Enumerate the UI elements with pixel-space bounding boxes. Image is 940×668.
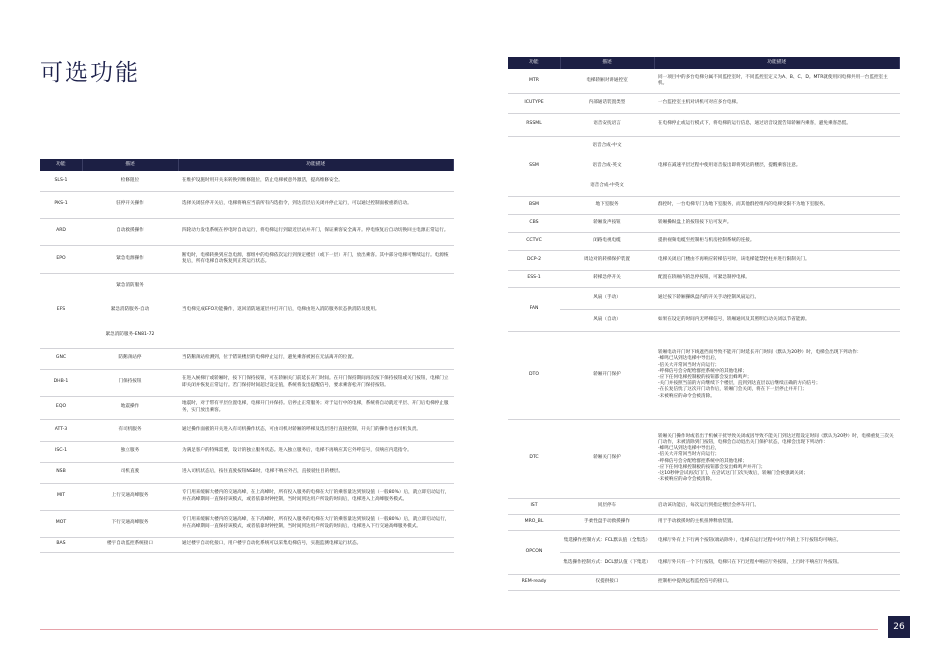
feature-func: 配置在轿厢内的急停按钮，可紧急制停电梯。	[654, 270, 900, 287]
feature-func: 在电梯停止或运行模式下，将电梯的运行信息，通过语音设置告知轿厢内乘客，避免乘客恐慌。	[654, 113, 900, 136]
feature-code: ATT-3	[40, 419, 82, 441]
page-number: 26	[888, 616, 910, 638]
feature-func: 为满足客户的特殊需要，设计的独立服务状态。进入独立服务后，电梯不再响应其它外呼信号，仅响应内选指令。	[178, 441, 454, 462]
feature-desc: 周边对的转梯保护装置	[560, 250, 654, 270]
table-row	[508, 331, 900, 419]
feature-code: GNC	[40, 348, 82, 369]
feature-code: ICUTYPE	[508, 93, 560, 113]
feature-func: 轿厢电动开门时下线遮挡而导致不能开门时延长开门时间（默认为20秒）时，电梯会出现下列动作： -蜂鸣已从到达电梯中导出后， -倍关大开常回当时方向运行； -呼梯信号会分配给群控系统中的其他电梯； -应下任何电梯控制板的按钮都会发出蜂鸣声； -关门并按照当前的方向继续下个楼层，直到到达直层以后继续正确的方向信号； -在长复信忧了这次开门动作后，轿厢门会关闭，将在下一层停止并开门； -未被响应的命令会被清除。	[654, 331, 900, 419]
feature-func: 当电梯完成EFO功能操作，返回消防通道层并打开门后，电梯由进入消防服务状态供消防员使用。	[178, 273, 454, 348]
table-row	[40, 419, 454, 441]
table-row	[40, 483, 454, 510]
table-row	[508, 498, 900, 514]
feature-desc: 地下室服务	[560, 196, 654, 214]
feature-func: 轿厢关门操作时或者出于机械干扰导致关闭或因导致不能关门到达过程设定时间（默认为20秒）时，电梯重复三次关门动作，未被清除到门按钮，电梯会自动退出关门保护状态，电梯会出现下列动作： -蜂鸣已从到达电梯中导出后， -倍关大开常回当时方向运行； -呼梯信号会分配给群控系统中的其他电梯； -应下任何电梯控制板的按钮都会发出蜂鸣声并开门； -这10秒钟尝试再次门门，在尝试这门门次失败后，轿厢门会被强调关闭； -未被响应的命令会被清除。	[654, 419, 900, 498]
feature-desc: 同层停车	[560, 498, 654, 514]
feature-code: DHB-1	[40, 369, 82, 396]
feature-func: 电梯关闭后门楼由不再响应转梯信号时，该电梯能禁控柱并进行限制关门。	[654, 250, 900, 270]
feature-code: BSM	[508, 196, 560, 214]
table-row	[508, 214, 900, 232]
feature-code: IST	[508, 498, 560, 514]
feature-func: 轿厢操纵盘上的按钮按下后可发声。	[654, 214, 900, 232]
feature-code: PKS-1	[40, 191, 82, 218]
feature-code: MRO_BL	[508, 514, 560, 530]
feature-func: 专门用来缓解大楼内的交通高峰，在下高峰时，所有投入服务的电梯在大厅的乘客量达到预设值（一般80%）后，就立即启动运行，并在高峰期间一直保持该模式，或者依靠时钟控制，当时间到达用户所设的时间后，电梯进入下行交通高峰服务模式。	[178, 510, 454, 537]
feature-code: CBS	[508, 214, 560, 232]
table-row	[508, 136, 900, 156]
feature-desc: 地震操作	[82, 396, 178, 419]
feature-code: REM-ready	[508, 574, 560, 590]
feature-desc: 防鹅颈站停	[82, 348, 178, 369]
feature-desc: 驻停开关操作	[82, 191, 178, 218]
feature-func: 通过楼宇自动化接口，用户楼宇自动化系统可以采集电梯信号，实施监测电梯运行状态。	[178, 537, 454, 552]
table-row	[508, 93, 900, 113]
feature-func: 提供视频电缆至控制柜与机房控制系统的连接。	[654, 232, 900, 250]
feature-desc: 仅提供接口	[560, 574, 654, 590]
table-row	[508, 250, 900, 270]
left-table-body	[40, 171, 454, 552]
feature-desc: 集选操作控制方式：DCL默认值（下集选）	[560, 552, 654, 574]
header-desc: 描述	[560, 57, 654, 69]
feature-code: DTC	[508, 419, 560, 498]
table-row	[40, 218, 454, 245]
feature-desc: 紧急消防服务-EN81-72	[82, 323, 178, 348]
table-row	[40, 191, 454, 218]
feature-desc: 紧急消防服务	[116, 282, 144, 288]
table-row	[40, 510, 454, 537]
table-row	[40, 171, 454, 191]
table-row	[508, 309, 900, 331]
feature-func: 在进入候梯厅或轿厢时，按下门保持按钮，可在轿厢关门前延长开门时间。在开门保持期间再次按下保持按钮或关门按钮，电梯门立即关闭并恢复正常运行。若门保持时间超过设定值，系统将发出提醒信号，要求乘客松开门保持按钮。	[178, 369, 454, 396]
feature-code: BAS	[40, 537, 82, 552]
feature-func: 四轮动力发电系统在停电时自动运行，将电梯运行到最近层站并开门，保证乘客安全离开。停电恢复后自动切换回主电源正常运行。	[178, 218, 454, 245]
feature-func: 在维护设施时用开关来转换到维修阻位，防止电梯被意外激活，提高维修安全。	[178, 171, 454, 191]
feature-code: RSSML	[508, 113, 560, 136]
feature-code: SLS-1	[40, 171, 82, 191]
table-row	[508, 514, 900, 530]
feature-desc: 检修阻位	[82, 171, 178, 191]
feature-func: 电梯厅外有上下行两个按钮(端站除外），电梯在运行过程中对厅外的上下行按钮均可响应。	[654, 530, 900, 552]
feature-func: 当防鹅颈站检测到，位于错误楼层的电梯停止运行，避免乘客被困在无法离开的位置。	[178, 348, 454, 369]
feature-func: 同一项目中的多台电梯分属不同监控室时，不同监控室定义为A、B、C、D。MTR就使用同电梯共用一台监控室主机。	[654, 69, 900, 93]
header-func: 功能描述	[654, 57, 900, 69]
feature-func: 电梯在减速平层过程中使用语音报出即将到达的楼层，提醒乘客注意。	[654, 136, 900, 196]
feature-desc: 楼宇自动监控系统接口	[82, 537, 178, 552]
feature-func: 群控时，一台电梯专门为地下室服务，而其他群控组内的电梯受限不为地下室服务。	[654, 196, 900, 214]
right-table-body	[508, 69, 900, 590]
feature-desc: 有司机服务	[82, 419, 178, 441]
feature-code: MIT	[40, 483, 82, 510]
table-row	[40, 396, 454, 419]
feature-code: OPCON	[508, 530, 560, 574]
table-row	[508, 419, 900, 498]
feature-desc: 语音合成-中文	[592, 143, 622, 149]
feature-desc: 内部通话装置类型	[560, 93, 654, 113]
feature-desc: 闭路电视电缆	[560, 232, 654, 250]
feature-code: ISC-1	[40, 441, 82, 462]
header-func: 功能描述	[178, 159, 454, 171]
header-code: 功能	[40, 159, 82, 171]
feature-func: 电梯厅外只有一个下行按钮，电梯只在下行过程中响应厅外按钮，上行时不响应厅外按钮。	[654, 552, 900, 574]
table-row	[40, 537, 454, 552]
header-desc: 描述	[82, 159, 178, 171]
table-header-row	[508, 57, 900, 69]
feature-func: 一台监控室主机对讲机可对应多台电梯。	[654, 93, 900, 113]
feature-func: 专门用来缓解大楼内的交通高峰，在上高峰时，所有投入服务的电梯在大厅的乘客量达到预设值（一般80%）后，就立即启动运行，并在高峰期间一直保持该模式，或者依靠时钟控制，当时间到达用户所设的时间后，电梯进入上高峰服务模式。	[178, 483, 454, 510]
table-row	[508, 574, 900, 590]
feature-desc: 紧急消防服务-自动	[110, 307, 150, 313]
left-feature-table	[40, 159, 454, 553]
page-title: 可选功能	[40, 60, 140, 86]
feature-func: 控制柜中提供远程监控信号的接口。	[654, 574, 900, 590]
table-row	[508, 530, 900, 552]
feature-func: 启动该功能后，每次运行到指定楼层会停车开门。	[654, 498, 900, 514]
table-row	[40, 369, 454, 396]
feature-func: 通过按下轿厢操纵盘内的开关手动控制风扇运行。	[654, 287, 900, 309]
table-row	[40, 441, 454, 462]
feature-func: 通过操作面板的开关进入有司机操作状态，可由司机对轿厢的呼梯及选层进行直接控制，开关门的操作也由司机负责。	[178, 419, 454, 441]
feature-desc: 语音合成-中英文	[560, 176, 654, 196]
feature-code: EFS	[40, 273, 82, 348]
table-row	[508, 113, 900, 136]
feature-desc: 司机直驶	[82, 462, 178, 483]
feature-desc: 下行交通高峰服务	[82, 510, 178, 537]
feature-desc: 集选操作控制方式：FCL默认值（全集选）	[560, 530, 654, 552]
feature-func: 断电时，电梯转换到应急电源，群组中的电梯依次运行到预定楼层（或下一层）开门，放出乘客。其中部分电梯可继续运行。电源恢复后，所有电梯自动恢复到正常运行状态。	[178, 245, 454, 273]
right-feature-table	[508, 57, 900, 591]
feature-code: SSM	[508, 136, 560, 196]
feature-desc: 电梯轿厢对讲通控室	[560, 69, 654, 93]
feature-desc: 语音合成-英文	[592, 162, 622, 168]
feature-code: DCP-2	[508, 250, 560, 270]
feature-code: EPO	[40, 245, 82, 273]
feature-code: CCTVC	[508, 232, 560, 250]
feature-desc: 上行交通高峰服务	[82, 483, 178, 510]
header-code: 功能	[508, 57, 560, 69]
feature-code: NSB	[40, 462, 82, 483]
feature-func: 如果在设定的时间内无呼梯信号，轿厢通风及其照明自动关闭以节省能源。	[654, 309, 900, 331]
feature-func: 地震时，对于带有平层位置电梯，电梯开门并保持。启停止正常服务；对于运行中的电梯，系统将自动就近平层、开门后电梯停止服务，实门放出乘客。	[178, 396, 454, 419]
table-row	[40, 273, 454, 298]
feature-func: 进入司机状态后，按住直驶按钮NSB时，电梯不响应外召，直接驶往目的楼层。	[178, 462, 454, 483]
feature-code: DTO	[508, 331, 560, 419]
feature-desc: 语音安抚语言	[560, 113, 654, 136]
feature-code: ESS-1	[508, 270, 560, 287]
feature-desc: 独立服务	[82, 441, 178, 462]
feature-desc: 轿厢发声按钮	[560, 214, 654, 232]
footer-divider	[40, 629, 878, 630]
table-row	[508, 287, 900, 309]
feature-desc: 门保持按钮	[82, 369, 178, 396]
feature-desc: 风扇（手动）	[560, 287, 654, 309]
feature-desc: 紧急电源操作	[82, 245, 178, 273]
table-row	[508, 232, 900, 250]
table-row	[40, 462, 454, 483]
feature-desc: 自动救援操作	[82, 218, 178, 245]
table-row	[508, 552, 900, 574]
feature-desc: 轿厢关门保护	[560, 419, 654, 498]
feature-desc: 手柔性盘手动救援操作	[560, 514, 654, 530]
feature-code: EQO	[40, 396, 82, 419]
feature-code: MOT	[40, 510, 82, 537]
feature-desc: 转梯急停开关	[560, 270, 654, 287]
feature-code: FAN	[508, 287, 560, 331]
feature-desc: 轿厢开门保护	[560, 331, 654, 419]
feature-func: 用于手动救援时的主机扭伸释放装置。	[654, 514, 900, 530]
table-row	[40, 348, 454, 369]
feature-func: 选择关闭驻停开关后，电梯将响应当前所有内选指令，到达首层后关闭并停止运行，可以通过控制面板重新启动。	[178, 191, 454, 218]
table-row	[508, 270, 900, 287]
table-row	[508, 69, 900, 93]
table-row	[508, 196, 900, 214]
feature-desc: 风扇（自动）	[560, 309, 654, 331]
feature-code: MTR	[508, 69, 560, 93]
table-header-row	[40, 159, 454, 171]
feature-code: ARD	[40, 218, 82, 245]
table-row	[40, 245, 454, 273]
